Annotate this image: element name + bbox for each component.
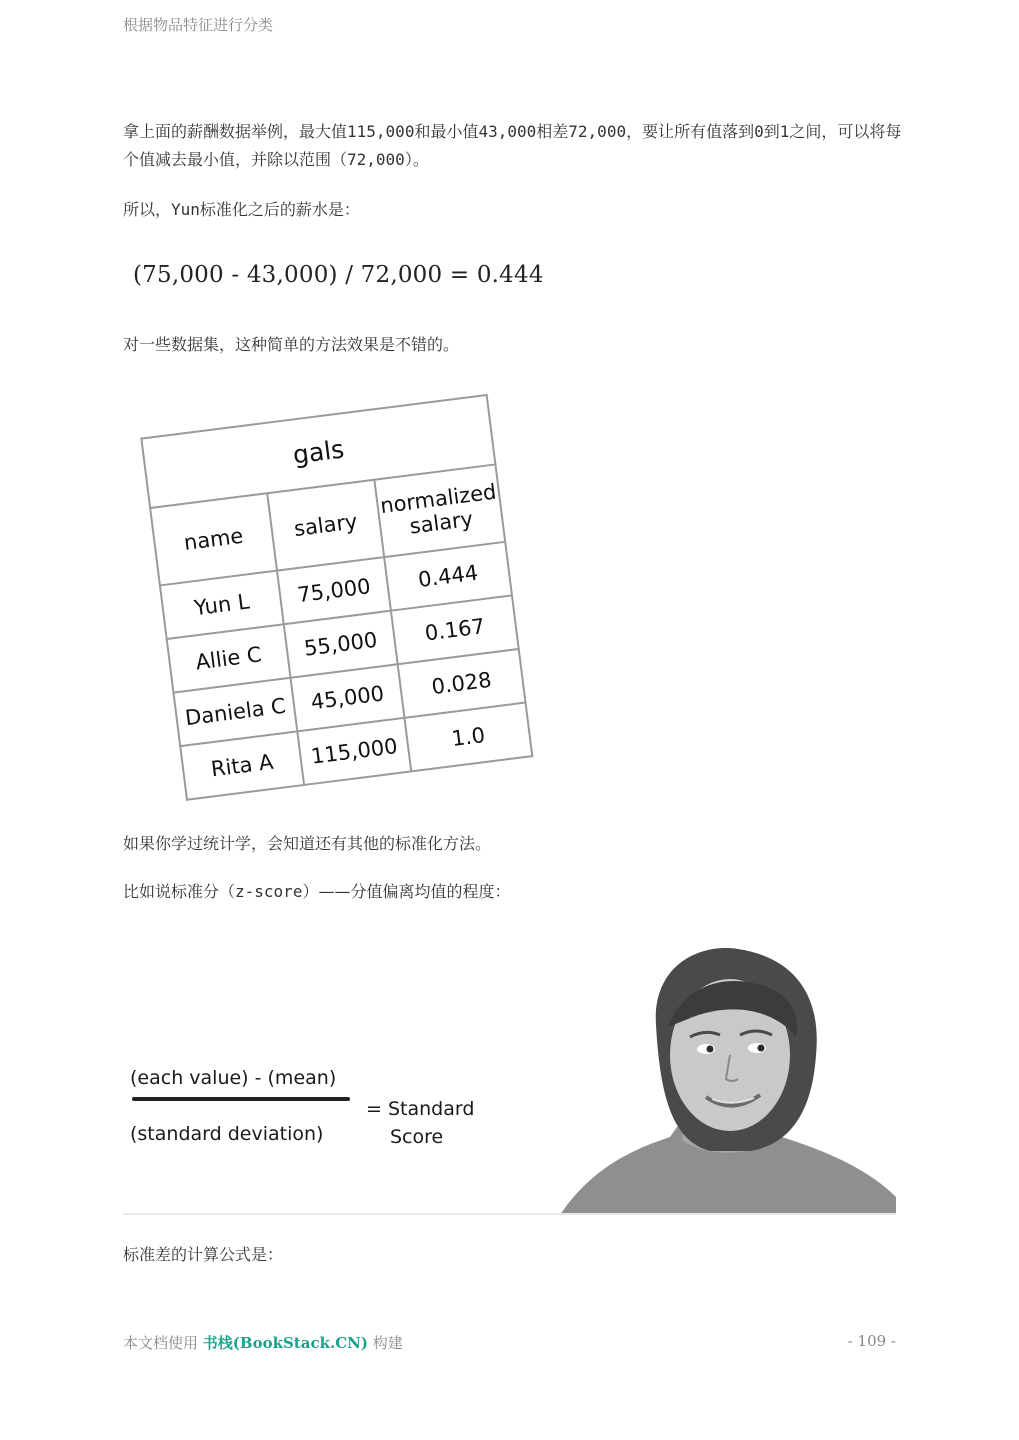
woman-portrait-image [560, 945, 896, 1215]
text-span: 之间，可以将每个值减去最小值，并除以范围（ [123, 122, 902, 169]
term-z-score: z-score [235, 882, 303, 901]
table-title: gals [141, 395, 495, 508]
image-bottom-rule [123, 1213, 896, 1215]
cell-salary: 75,000 [277, 557, 391, 624]
value-range: 72,000 [568, 122, 627, 141]
formula-result [366, 1095, 474, 1151]
text-span: ）——分值偏离均值的程度： [302, 882, 511, 901]
fraction-bar [132, 1097, 350, 1101]
page-number: - 109 - [847, 1332, 896, 1350]
value-one: 1 [779, 122, 790, 141]
paragraph-simple-method: 对一些数据集，这种简单的方法效果是不错的。 [123, 335, 460, 354]
column-header-name: name [150, 493, 277, 585]
column-header-salary: salary [267, 480, 384, 571]
running-header: 根据物品特征进行分类 [123, 16, 274, 34]
cell-name: Daniela C [173, 678, 297, 746]
value-zero: 0 [754, 122, 764, 141]
cell-salary: 115,000 [297, 718, 411, 785]
cell-salary: 55,000 [284, 611, 398, 678]
value-range-repeat: 72,000 [347, 150, 405, 169]
cell-normalized: 0.444 [384, 542, 512, 611]
text-span: 比如说标准分（ [123, 882, 236, 901]
text-span: 标准化之后的薪水是： [199, 200, 360, 219]
cell-name: Yun L [160, 571, 284, 639]
formula-denominator: (standard deviation) [130, 1123, 324, 1145]
cell-name: Allie C [167, 624, 291, 692]
text-span: 拿上面的薪酬数据举例，最大值 [123, 122, 348, 141]
text-span: 所以， [123, 200, 172, 219]
value-min: 43,000 [478, 122, 537, 141]
z-score-formula [128, 1063, 488, 1163]
footer-prefix: 本文档使用 [123, 1334, 199, 1352]
cell-normalized: 0.167 [391, 595, 519, 664]
formula-numerator: (each value) - (mean) [130, 1067, 337, 1089]
bookstack-link[interactable]: 书栈(BookStack.CN) [202, 1334, 368, 1352]
name-yun: Yun [171, 200, 200, 219]
cell-normalized: 1.0 [404, 703, 532, 772]
gals-table-figure [140, 394, 530, 780]
footer-suffix: 构建 [372, 1334, 403, 1352]
text-span: 相差 [536, 122, 569, 141]
column-header-normalized-salary: normalized salary [374, 464, 505, 557]
result-line-2: Score [390, 1126, 444, 1148]
text-span: ）。 [404, 150, 429, 169]
gals-table [140, 394, 533, 801]
paragraph-normalization-example [123, 118, 903, 174]
cell-normalized: 0.028 [398, 649, 526, 718]
paragraph-std-dev-formula: 标准差的计算公式是： [123, 1245, 284, 1264]
text-span: 到 [763, 122, 780, 141]
normalization-formula-image: (75,000 - 43,000) / 72,000 = 0.444 [133, 262, 544, 288]
value-max: 115,000 [347, 122, 415, 141]
text-span: 和最小值 [414, 122, 479, 141]
paragraph-z-score [123, 878, 903, 906]
cell-salary: 45,000 [291, 664, 405, 731]
result-line-1: = Standard [366, 1098, 475, 1120]
footer-credit [123, 1332, 403, 1353]
text-span: ，要让所有值落到 [626, 122, 755, 141]
cell-name: Rita A [180, 731, 304, 799]
portrait-illustration [560, 945, 896, 1215]
paragraph-yun-normalized [123, 196, 903, 224]
paragraph-other-methods: 如果你学过统计学，会知道还有其他的标准化方法。 [123, 834, 492, 853]
